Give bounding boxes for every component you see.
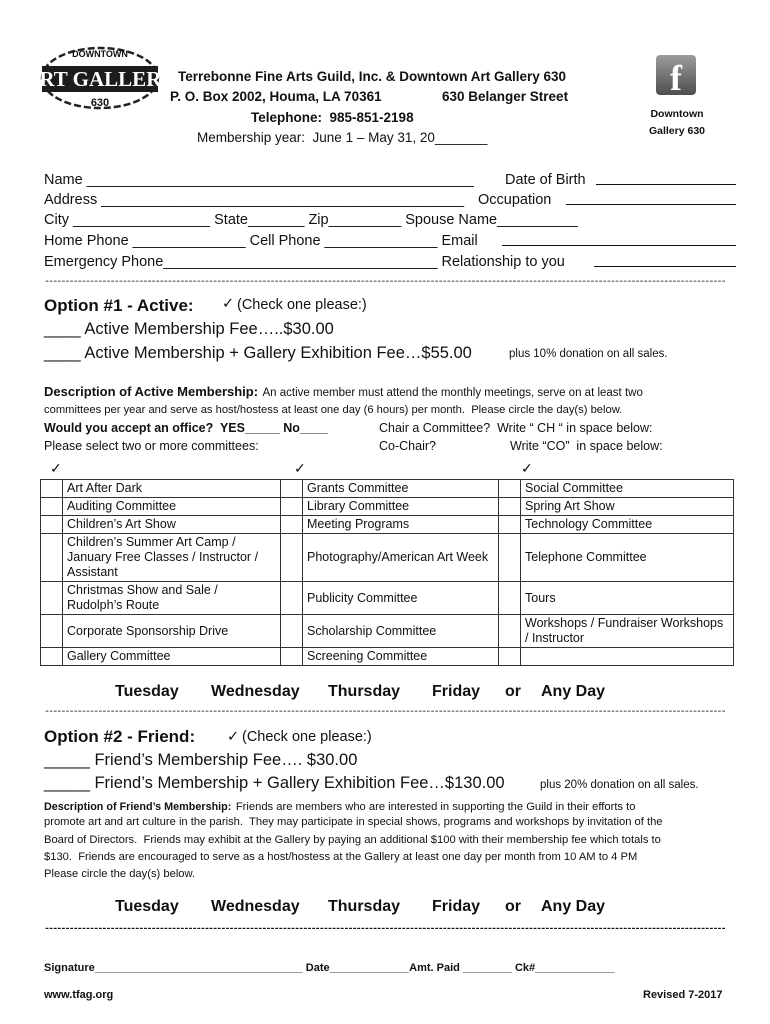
option2-check-note: (Check one please:) xyxy=(242,729,372,745)
committee-cell: Art After Dark xyxy=(63,480,281,498)
day-or: or xyxy=(505,683,521,700)
check-icon: ✓ xyxy=(50,460,62,476)
friend-desc-a: Friends are members who are interested in supporting the Guild in their efforts to xyxy=(235,801,636,813)
dob-line[interactable] xyxy=(596,172,736,185)
city-state-zip-spouse-field[interactable]: City _________________ State_______ Zip_________ Spouse Name__________ xyxy=(44,212,578,228)
chair-question: Chair a Committee? Write “ CH “ in space below: xyxy=(379,421,653,435)
signature-line[interactable]: Signature__________________________________ Date_____________Amt. Paid ________ Ck#_____________ xyxy=(44,962,615,974)
committee-checkbox[interactable] xyxy=(281,615,303,648)
option1-title: Option #1 - Active: xyxy=(44,296,194,315)
day-tuesday[interactable]: Tuesday xyxy=(115,683,179,700)
po-box: P. O. Box 2002, Houma, LA 70361 xyxy=(170,89,382,104)
day-friday[interactable]: Friday xyxy=(432,683,481,700)
relationship-line[interactable] xyxy=(594,254,736,267)
committee-cell: Children’s Art Show xyxy=(63,516,281,534)
active-desc-line-1 xyxy=(44,383,643,401)
friend-desc-c: Board of Directors. Friends may exhibit at the Gallery by paying an additional $100 with their membership fee which totals to xyxy=(44,834,661,846)
office-question: Would you accept an office? YES_____ No____ xyxy=(44,421,328,435)
friend-fee[interactable]: _____ Friend’s Membership Fee…. $30.00 xyxy=(44,751,358,769)
street-address: 630 Belanger Street xyxy=(442,89,569,104)
friend-gallery-fee[interactable]: _____ Friend’s Membership + Gallery Exhibition Fee…$130.00 xyxy=(44,774,505,792)
org-name: Terrebonne Fine Arts Guild, Inc. & Downtown Art Gallery 630 xyxy=(178,69,567,84)
committee-cell: Photography/American Art Week xyxy=(303,534,499,582)
committee-checkbox[interactable] xyxy=(281,648,303,666)
active-desc-b: committees per year and serve as host/hostess at least one day (6 hours) per month. Please circle the day(s) below. xyxy=(44,404,623,416)
friend-desc-e: Please circle the day(s) below. xyxy=(44,868,196,880)
committee-checkbox[interactable] xyxy=(281,582,303,615)
committee-checkbox[interactable] xyxy=(41,534,63,582)
phone-fields[interactable]: Home Phone ______________ Cell Phone ______________ Email xyxy=(44,233,478,249)
day-wednesday[interactable]: Wednesday xyxy=(211,898,300,915)
cochair-question: Co-Chair? xyxy=(379,439,436,453)
active-gallery-fee[interactable]: ____ Active Membership + Gallery Exhibition Fee…$55.00 xyxy=(44,344,472,362)
committee-cell: Technology Committee xyxy=(521,516,734,534)
day-wednesday[interactable]: Wednesday xyxy=(211,683,300,700)
day-any[interactable]: Any Day xyxy=(541,683,606,700)
committee-cell: Workshops / Fundraiser Workshops / Instructor xyxy=(521,615,734,648)
active-desc-title: Description of Active Membership: xyxy=(44,384,259,399)
membership-year: Membership year: June 1 – May 31, 20_______ xyxy=(197,130,488,145)
option1-check-icon: ✓ xyxy=(222,296,235,312)
committee-cell: Children’s Summer Art Camp / January Free Classes / Instructor / Assistant xyxy=(63,534,281,582)
website-link[interactable]: www.tfag.org xyxy=(44,989,114,1001)
occupation-line[interactable] xyxy=(566,192,736,205)
emergency-phone-field[interactable]: Emergency Phone__________________________________ Relationship to you xyxy=(44,254,565,270)
facebook-icon[interactable]: f xyxy=(656,55,696,95)
committee-checkbox[interactable] xyxy=(499,516,521,534)
committee-checkbox[interactable] xyxy=(281,480,303,498)
committee-checkbox[interactable] xyxy=(499,534,521,582)
telephone: Telephone: 985-851-2198 xyxy=(251,110,414,125)
cochair-write: Write “CO” in space below: xyxy=(510,439,663,453)
committee-cell: Grants Committee xyxy=(303,480,499,498)
revised-date: Revised 7-2017 xyxy=(643,989,723,1001)
committee-checkbox[interactable] xyxy=(281,498,303,516)
committee-cell: Social Committee xyxy=(521,480,734,498)
day-tuesday[interactable]: Tuesday xyxy=(115,898,179,915)
committee-cell: Screening Committee xyxy=(303,648,499,666)
check-icon: ✓ xyxy=(521,460,533,476)
dob-label: Date of Birth xyxy=(505,172,586,188)
friend-donation-note: plus 20% donation on all sales. xyxy=(540,779,699,791)
committee-checkbox[interactable] xyxy=(499,498,521,516)
committee-cell: Gallery Committee xyxy=(63,648,281,666)
friend-desc-d: $130. Friends are encouraged to serve as a host/hostess at the Gallery at least one day per month from 10 AM to 4 PM xyxy=(44,851,638,863)
committee-cell: Corporate Sponsorship Drive xyxy=(63,615,281,648)
committee-checkbox[interactable] xyxy=(41,615,63,648)
committee-checkbox[interactable] xyxy=(281,516,303,534)
email-line[interactable] xyxy=(502,233,736,246)
committee-cell: Meeting Programs xyxy=(303,516,499,534)
select-committees: Please select two or more committees: xyxy=(44,439,259,453)
committee-checkbox[interactable] xyxy=(41,582,63,615)
table-row xyxy=(41,615,734,648)
occupation-label: Occupation xyxy=(478,192,552,208)
committee-checkbox[interactable] xyxy=(41,648,63,666)
committee-cell: Library Committee xyxy=(303,498,499,516)
day-friday[interactable]: Friday xyxy=(432,898,481,915)
facebook-label-2: Gallery 630 xyxy=(648,125,706,137)
committee-checkbox[interactable] xyxy=(281,534,303,582)
option1-check-note: (Check one please:) xyxy=(237,297,367,313)
committee-checkbox[interactable] xyxy=(499,615,521,648)
committee-checkbox[interactable] xyxy=(41,516,63,534)
friend-desc-line-1 xyxy=(44,797,635,815)
table-row xyxy=(41,534,734,582)
facebook-label-1: Downtown xyxy=(650,108,704,120)
committee-cell: Spring Art Show xyxy=(521,498,734,516)
committee-checkbox[interactable] xyxy=(499,480,521,498)
committee-cell: Christmas Show and Sale / Rudolph’s Route xyxy=(63,582,281,615)
committee-cell: Scholarship Committee xyxy=(303,615,499,648)
option2-title: Option #2 - Friend: xyxy=(44,727,196,746)
committee-checkbox[interactable] xyxy=(41,480,63,498)
table-row xyxy=(41,648,734,666)
active-fee[interactable]: ____ Active Membership Fee…..$30.00 xyxy=(44,320,334,338)
active-desc-a: An active member must attend the monthly meetings, serve on at least two xyxy=(262,387,643,399)
day-thursday[interactable]: Thursday xyxy=(328,683,401,700)
committee-checkbox[interactable] xyxy=(499,648,521,666)
active-donation-note: plus 10% donation on all sales. xyxy=(509,348,668,360)
committee-checkbox[interactable] xyxy=(499,582,521,615)
divider-3: ---------------------------------------------------------------------------------------------------------------------------------------------------------------------- xyxy=(44,924,725,935)
committee-table xyxy=(40,479,734,666)
committee-checkbox[interactable] xyxy=(41,498,63,516)
divider-1: ---------------------------------------------------------------------------------------------------------------------------------------------------------------------- xyxy=(44,277,725,288)
friend-desc-b: promote art and art culture in the parish. They may participate in special shows, programs and workshops by invitation of the xyxy=(44,816,663,828)
committee-cell: Tours xyxy=(521,582,734,615)
divider-2: ---------------------------------------------------------------------------------------------------------------------------------------------------------------------- xyxy=(44,707,725,718)
check-icon: ✓ xyxy=(294,460,306,476)
table-row xyxy=(41,516,734,534)
option2-check-icon: ✓ xyxy=(227,729,240,745)
day-thursday[interactable]: Thursday xyxy=(328,898,401,915)
art-gallery-logo xyxy=(24,42,176,114)
day-any[interactable]: Any Day xyxy=(541,898,606,915)
table-row xyxy=(41,582,734,615)
committee-cell: Telephone Committee xyxy=(521,534,734,582)
logo-main-text: ART GALLERY xyxy=(24,67,176,91)
committee-cell: Publicity Committee xyxy=(303,582,499,615)
logo-downtown-text: DOWNTOWN xyxy=(72,49,128,59)
address-field[interactable]: Address _____________________________________________ xyxy=(44,192,465,208)
friend-desc-title: Description of Friend’s Membership: xyxy=(44,801,232,813)
day-or: or xyxy=(505,898,521,915)
table-row xyxy=(41,498,734,516)
committee-cell: Auditing Committee xyxy=(63,498,281,516)
name-field[interactable]: Name ________________________________________________ xyxy=(44,172,474,188)
committee-cell xyxy=(521,648,734,666)
logo-number-text: 630 xyxy=(90,97,110,109)
table-row xyxy=(41,480,734,498)
